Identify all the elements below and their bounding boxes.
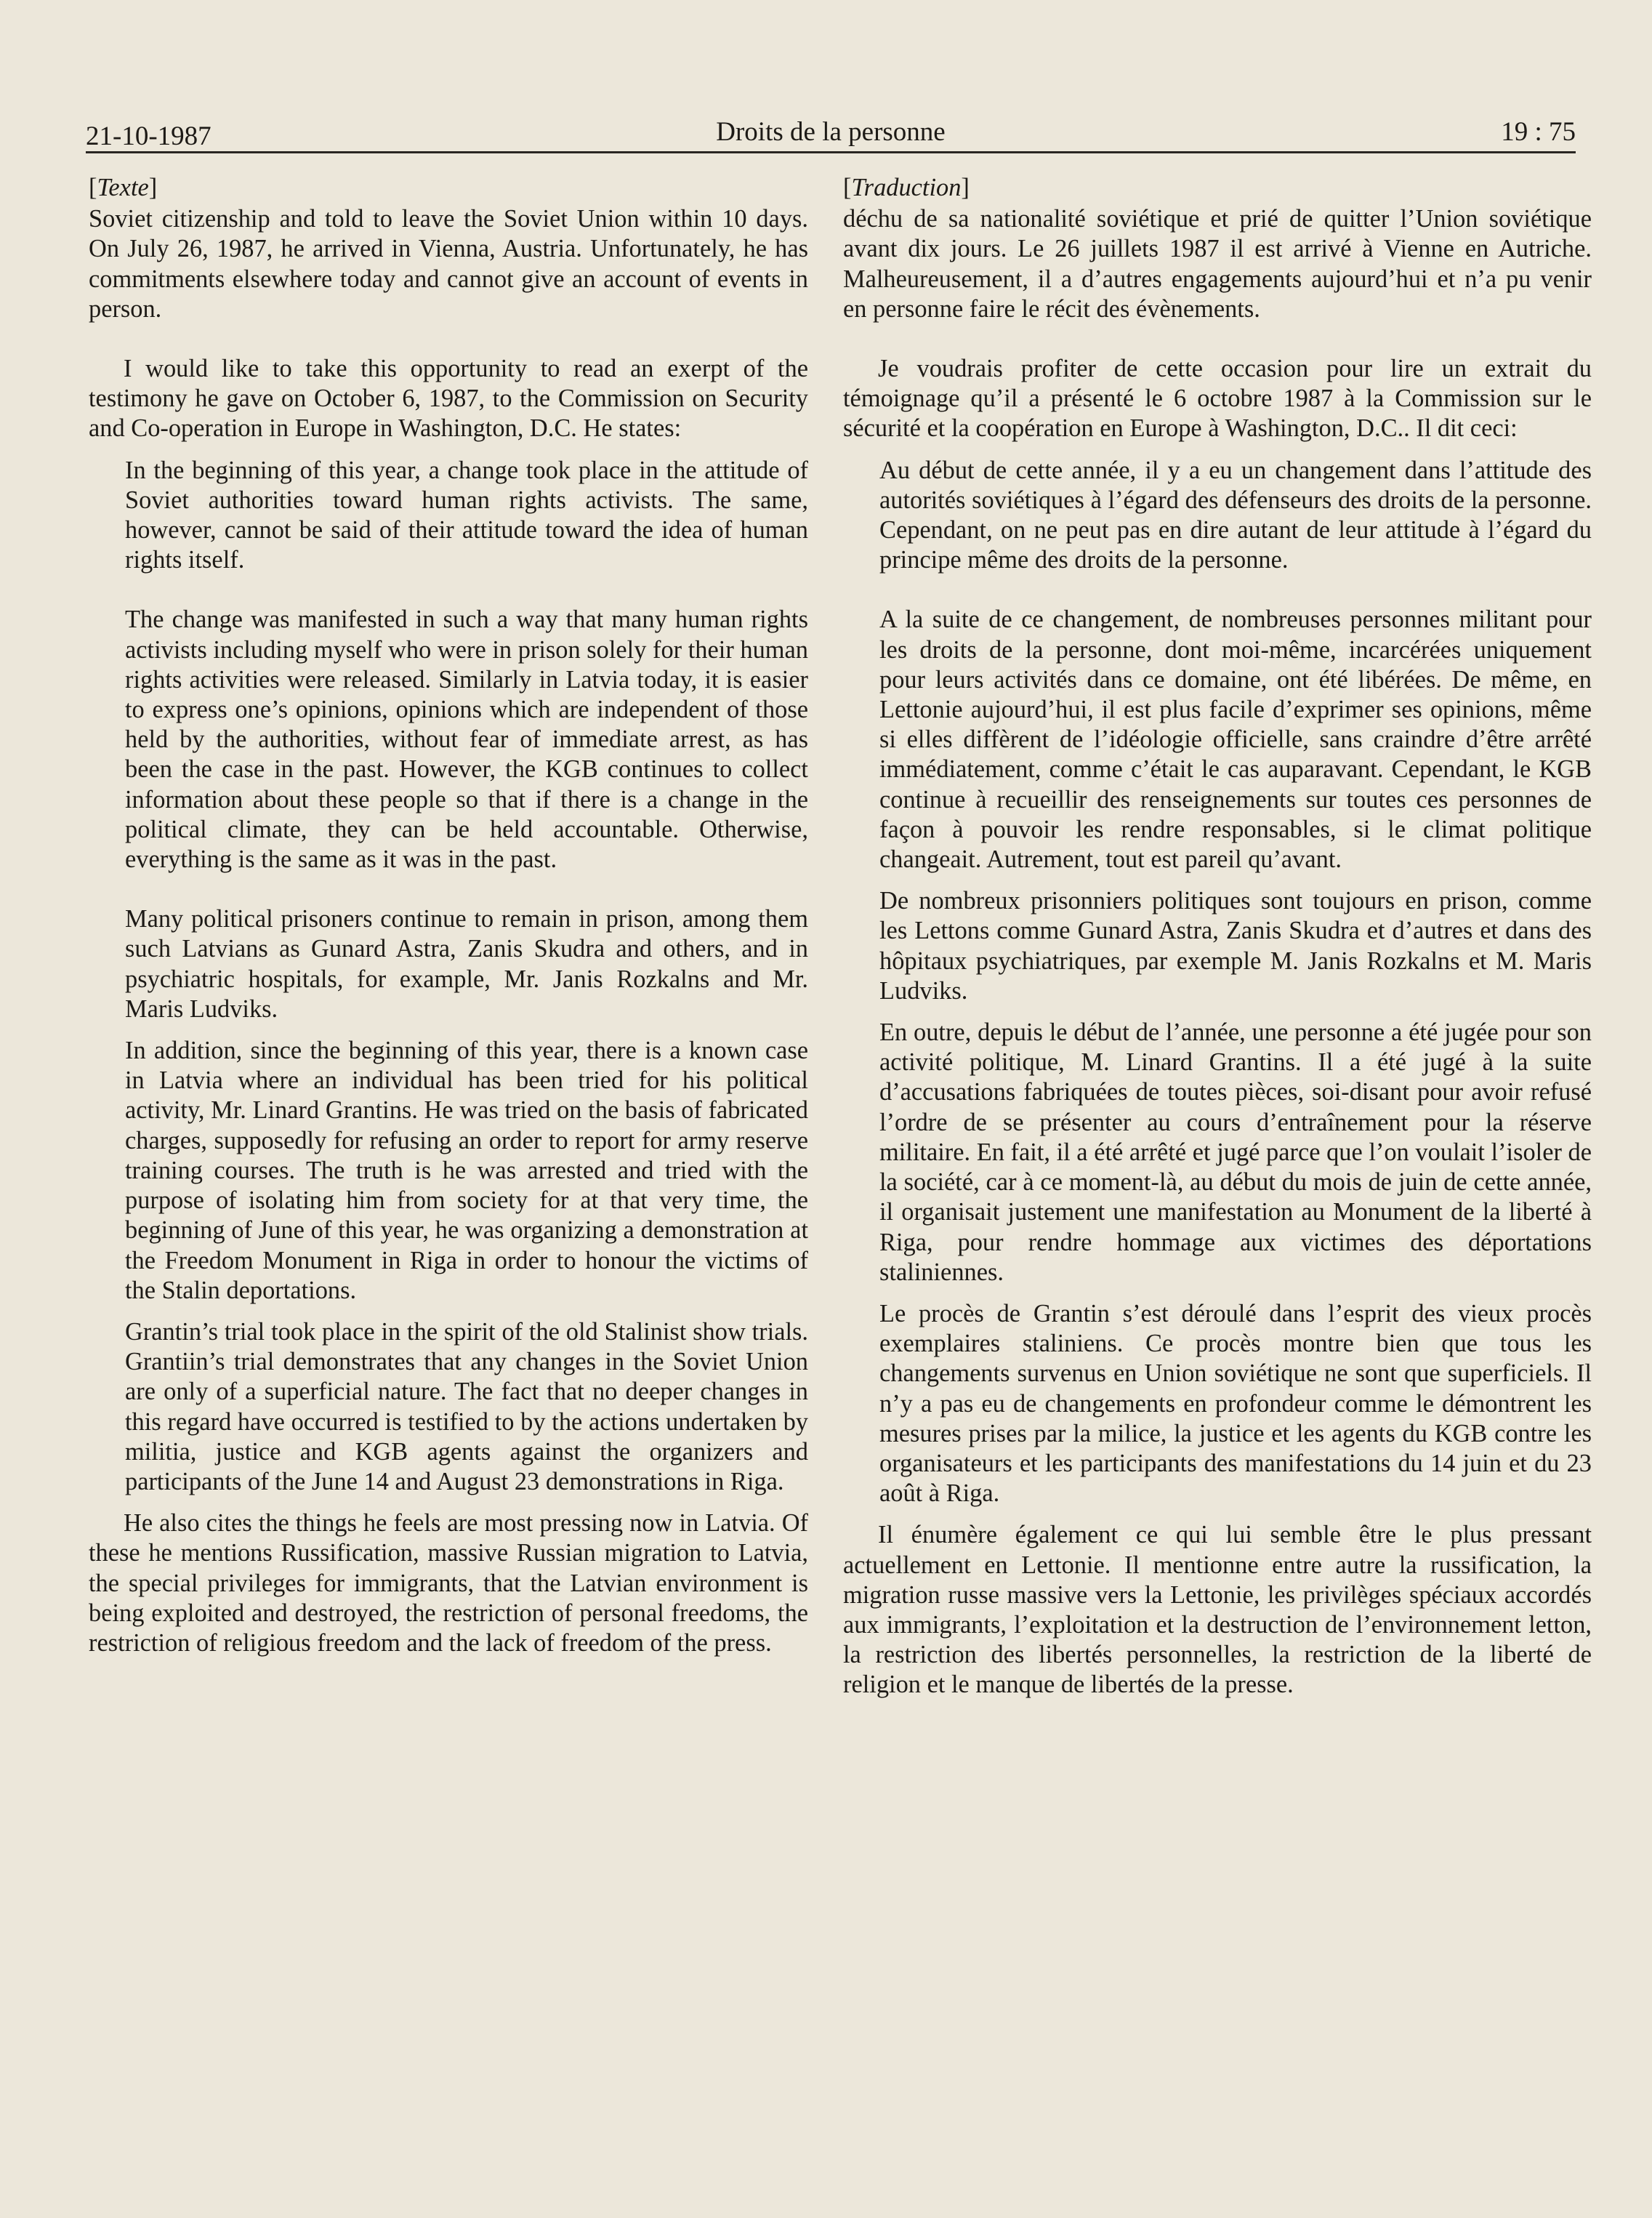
paragraph: He also cites the things he feels are most pressing now in Latvia. Of these he mentions Russification, massive Russian migration to Latvia, the special privileges for immigrants, that the Latvian environment is being exploited and destroyed, the restriction of personal freedoms, the restriction of religious freedom and the lack of freedom of the press. — [89, 1509, 808, 1657]
quoted-paragraph: Le procès de Grantin s’est déroulé dans l’esprit des vieux procès exemplaires staliniens. Ce procès montre bien que tous les changements survenus en Union soviétique ne sont que superficiels. Il n’y a pas eu de changements en profondeur comme le démontrent les mesures prises par la milice, la justice et les agents du KGB contre les organisateurs et les participants des manifestations du 14 juin et du 23 août à Riga. — [879, 1299, 1592, 1508]
header-title: Droits de la personne — [716, 117, 946, 147]
french-column — [843, 173, 1592, 1700]
quoted-paragraph: De nombreux prisonniers politiques sont toujours en prison, comme les Lettons comme Gunard Astra, Zanis Skudra et d’autres et dans des hôpitaux psychiatriques, par exemple M. Janis Rozkalns et M. Maris Ludviks. — [879, 887, 1592, 1005]
paragraph: Soviet citizenship and told to leave the Soviet Union within 10 days. On July 26, 1987, he arrived in Vienna, Austria. Unfortunately, he has commitments elsewhere today and cannot give an account of events in person. — [89, 205, 808, 323]
header-page-number: 19 : 75 — [1501, 117, 1576, 147]
page-header — [86, 111, 1576, 151]
quoted-paragraph: En outre, depuis le début de l’année, une personne a été jugée pour son activité politique, M. Linard Grantins. Il a été jugé à la suite d’accusations fabriquées de toutes pièces, soi-disant pour avoir refusé l’ordre de se présenter au cours d’entraînement pour la réserve militaire. En fait, il a été arrêté et jugé parce que l’on voulait l’isoler de la société, car à ce moment-là, au début du mois de juin de cette année, il organisait justement une manifestation au Monument de la liberté à Riga, pour rendre hommage aux victimes des déportations staliniennes. — [879, 1018, 1592, 1286]
quoted-paragraph: A la suite de ce changement, de nombreuses personnes militant pour les droits de la personne, dont moi-même, incarcérées uniquement pour leurs activités dans ce domaine, ont été libérées. De même, en Lettonie aujourd’hui, il est plus facile d’exprimer ses opinions, même si elles diffèrent de l’idéologie officielle, sans craindre d’être arrêté immédiatement, comme c’était le cas auparavant. Cependant, le KGB continue à recueillir des renseignements sur toutes ces personnes de façon à pouvoir les rendre responsables, si le climat politique changeait. Autrement, tout est pareil qu’avant. — [879, 606, 1592, 874]
quoted-paragraph: Many political prisoners continue to remain in prison, among them such Latvians as Gunard Astra, Zanis Skudra and others, and in psychiatric hospitals, for example, Mr. Janis Rozkalns and Mr. Maris Ludviks. — [125, 905, 808, 1023]
paragraph: déchu de sa nationalité soviétique et prié de quitter l’Union soviétique avant dix jours. Le 26 juillets 1987 il est arrivé à Vienne en Autriche. Malheureusement, il a d’autres engagements aujourd’hui et n’a pu venir en personne faire le récit des évènements. — [843, 205, 1592, 323]
quoted-paragraph: Grantin’s trial took place in the spirit of the old Stalinist show trials. Grantiin’s trial demonstrates that any changes in the Soviet Union are only of a superficial nature. The fact that no deeper changes in this regard have occurred is testified to by the actions undertaken by militia, justice and KGB agents against the organizers and participants of the June 14 and August 23 demonstrations in Riga. — [125, 1317, 808, 1495]
english-column — [89, 173, 808, 1658]
paragraph: I would like to take this opportunity to read an exerpt of the testimony he gave on October 6, 1987, to the Commission on Security and Co-operation in Europe in Washington, D.C. He states: — [89, 355, 808, 443]
paragraph: Je voudrais profiter de cette occasion pour lire un extrait du témoignage qu’il a présenté le 6 octobre 1987 à la Commission sur le sécurité et la coopération en Europe à Washington, D.C.. Il dit ceci: — [843, 355, 1592, 443]
quoted-paragraph: Au début de cette année, il y a eu un changement dans l’attitude des autorités soviétiques à l’égard des défenseurs des droits de la personne. Cependant, on ne peut pas en dire autant de leur attitude à l’égard du principe même des droits de la personne. — [879, 456, 1592, 574]
paragraph: Il énumère également ce qui lui semble être le plus pressant actuellement en Lettonie. Il mentionne entre autre la russification, la migration russe massive vers la Lettonie, les privilèges spéciaux accordés aux immigrants, l’exploitation et la destruction de l’environnement letton, la restriction des libertés personnelles, la restriction de la liberté de religion et le manque de libertés de la presse. — [843, 1521, 1592, 1699]
header-rule — [86, 151, 1576, 153]
column-label-traduction: [Traduction] — [843, 174, 970, 201]
header-date: 21-10-1987 — [86, 121, 211, 151]
quoted-paragraph: The change was manifested in such a way that many human rights activists including myself who were in prison solely for their human rights activities were released. Similarly in Latvia today, it is easier to express one’s opinions, opinions which are independent of those held by the authorities, without fear of immediate arrest, as has been the case in the past. However, the KGB continues to collect information about these people so that if there is a change in the political climate, they can be held accountable. Otherwise, everything is the same as it was in the past. — [125, 606, 808, 874]
quoted-paragraph: In addition, since the beginning of this year, there is a known case in Latvia where an individual has been tried for his political activity, Mr. Linard Grantins. He was tried on the basis of fabricated charges, supposedly for refusing an order to report for army reserve training courses. The truth is he was arrested and tried with the purpose of isolating him from society for at that very time, the beginning of June of this year, he was organizing a demonstration at the Freedom Monument in Riga in order to honour the victims of the Stalin deportations. — [125, 1037, 808, 1304]
column-label-texte: [Texte] — [89, 174, 158, 201]
quoted-paragraph: In the beginning of this year, a change took place in the attitude of Soviet authorities toward human rights activists. The same, however, cannot be said of their attitude toward the idea of human rights itself. — [125, 456, 808, 574]
